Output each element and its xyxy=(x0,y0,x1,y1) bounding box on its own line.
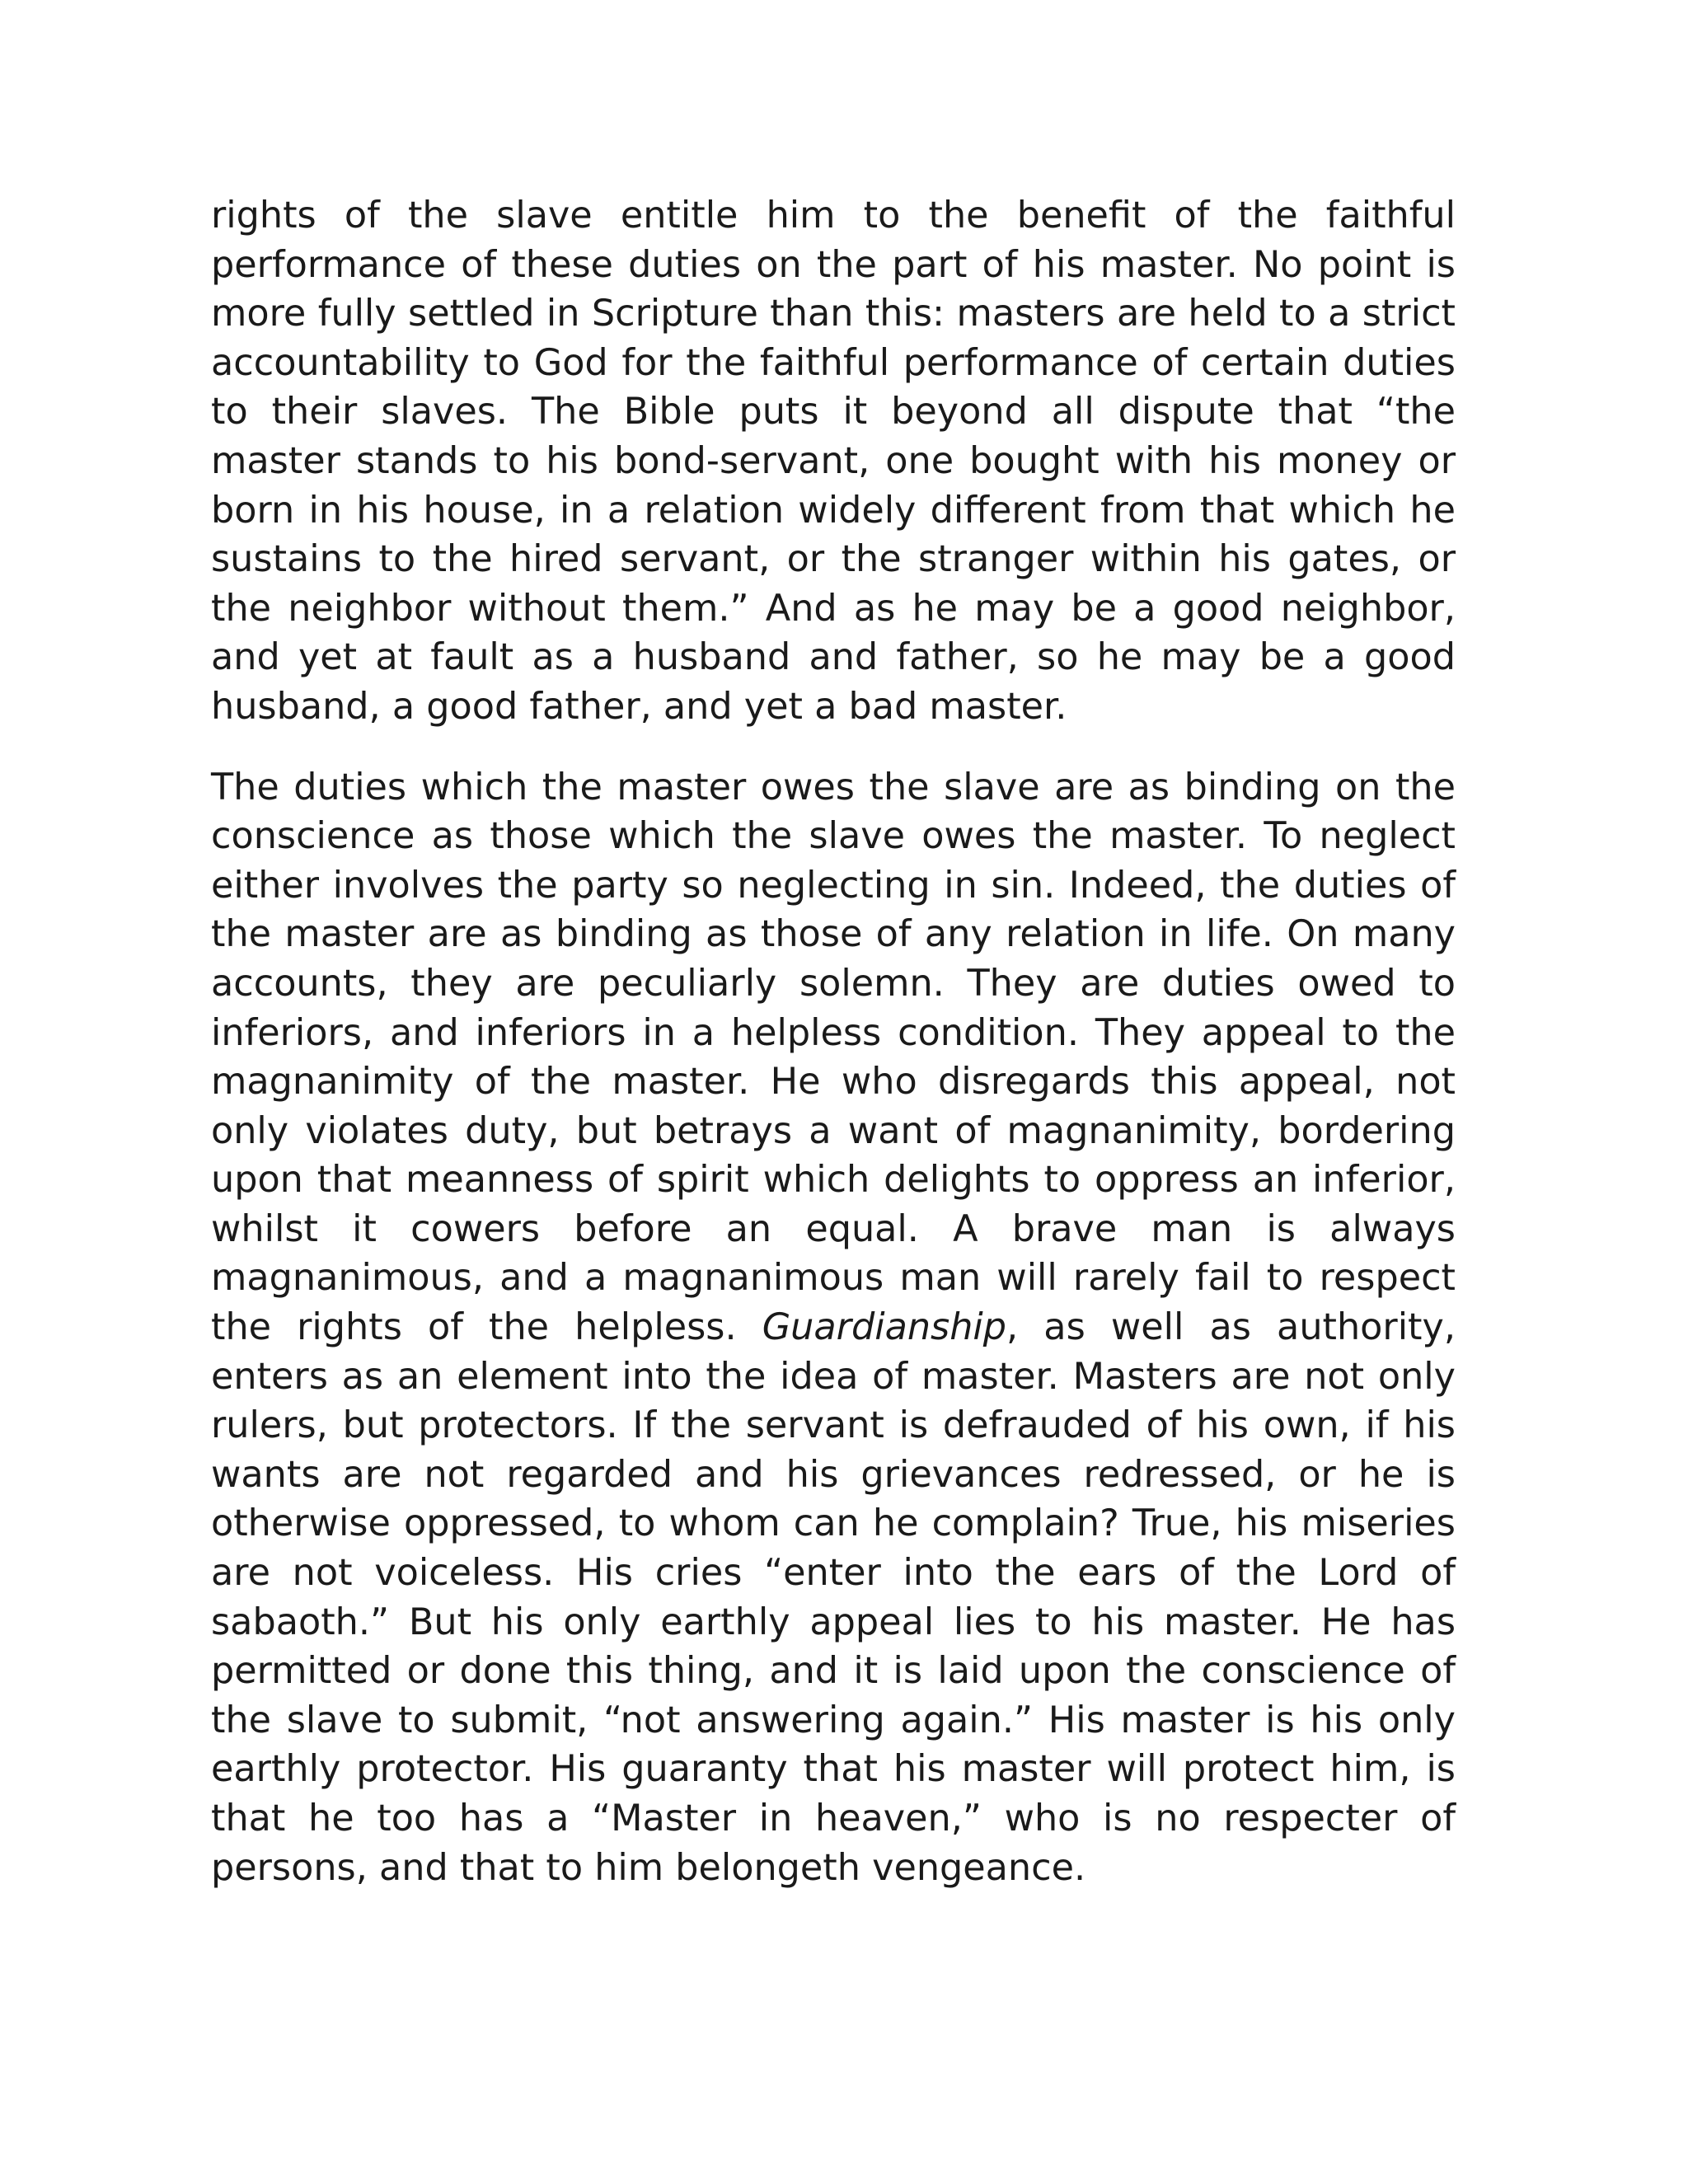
paragraph-2-italic-term: Guardianship xyxy=(762,1306,1007,1349)
paragraph-2-text-end: , as well as authority, enters as an element into the idea of master. Masters are not only rulers, but protectors. If the servant is defrauded of his own, if his wants are not regarded and his grievances redressed, or he is otherwise oppressed, to whom can he complain? True, his miseries are not voiceless. His cries “enter into the ears of the Lord of sabaoth.” But his only earthly appeal lies to his master. He has permitted or done this thing, and it is laid upon the conscience of the slave to submit, “not answering again.” His master is his only earthly protector. His guaranty that his master will protect him, is that he too has a “Master in heaven,” who is no respecter of persons, and that to him belongeth vengeance. xyxy=(211,1306,1456,1889)
document-page xyxy=(211,191,1456,1892)
paragraph-2-text-start: The duties which the master owes the slave are as binding on the conscience as those which the slave owes the master. To neglect either involves the party so neglecting in sin. Indeed, the duties of the master are as binding as those of any relation in life. On many accounts, they are peculiarly solemn. They are duties owed to inferiors, and inferiors in a helpless condition. They appeal to the magnanimity of the master. He who disregards this appeal, not only violates duty, but betrays a want of magnanimity, bordering upon that meanness of spirit which delights to oppress an inferior, whilst it cowers before an equal. A brave man is always magnanimous, and a magnanimous man will rarely fail to respect the rights of the helpless. xyxy=(211,766,1456,1349)
paragraph-1-text: rights of the slave entitle him to the benefit of the faithful performance of these duties on the part of his master. No point is more fully settled in Scripture than this: masters are held to a strict accountability to God for the faithful performance of certain duties to their slaves. The Bible puts it beyond all dispute that “the master stands to his bond-servant, one bought with his money or born in his house, in a relation widely different from that which he sustains to the hired servant, or the stranger within his gates, or the neighbor without them.” And as he may be a good neighbor, and yet at fault as a husband and father, so he may be a good husband, a good father, and yet a bad master. xyxy=(211,194,1456,728)
paragraph-2 xyxy=(211,763,1456,1893)
paragraph-1 xyxy=(211,191,1456,732)
